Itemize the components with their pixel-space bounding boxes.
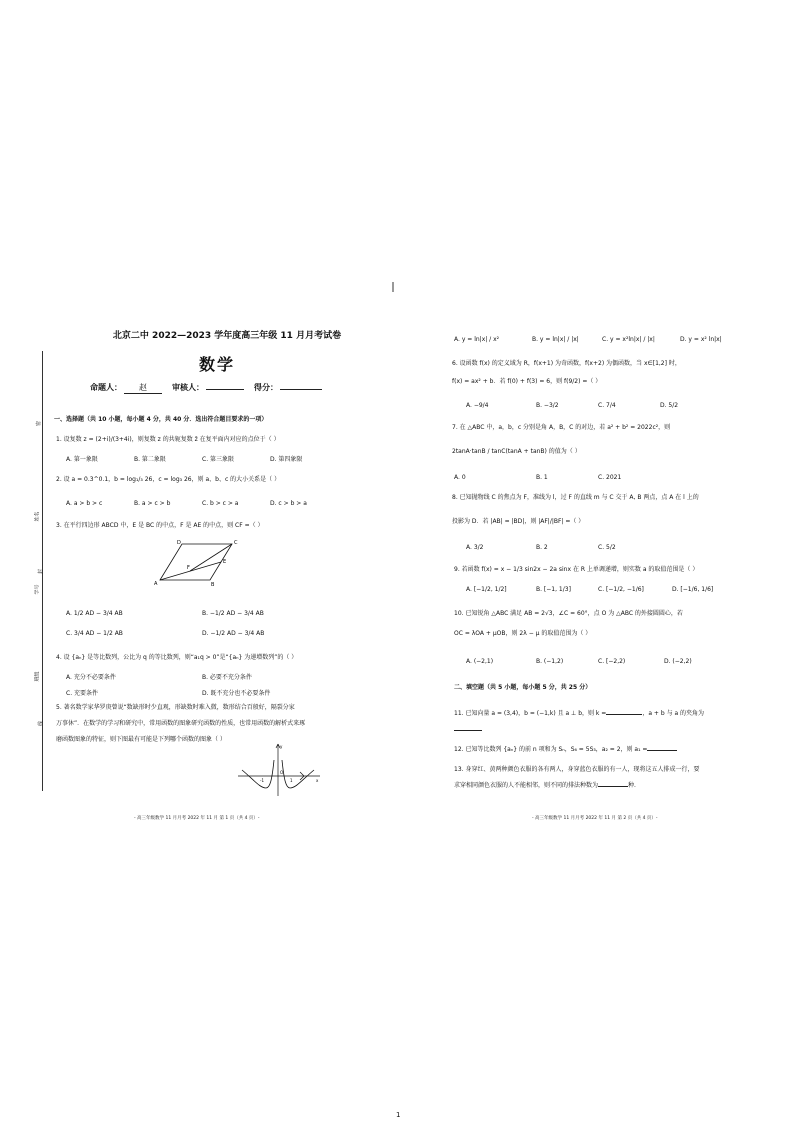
q11-answer-blank-2[interactable] [454,730,482,731]
question-5-line-3: 磨函数图象的特征，则下图最有可能是下列哪个函数的图象（ ） [56,736,226,743]
q10-option-a: A. (−2,1) [466,658,494,665]
scan-artifact [392,282,394,292]
author-label: 命题人： [90,383,122,392]
question-11 [454,710,704,718]
question-4: 4. 设 {aₙ} 是等比数列，公比为 q 的等比数列，则“a₁q > 0”是“{aₙ} 为递增数列”的（ ） [56,654,298,661]
function-graph-figure [234,740,324,798]
subject-title: 数学 [198,355,235,374]
q4-option-c: C. 充要条件 [66,690,99,697]
question-8-line-2: 投影为 D．若 |AB| = |BD|，则 |AF|/|BF| =（ ） [452,518,585,525]
q13-text: 求穿相同颜色衣服的人不能相邻，则不同的排法种数为 [454,782,599,789]
q5-option-c: C. y = x²ln|x| / |x| [602,336,655,343]
q2-option-a: A. a > b > c [66,500,103,507]
q5-option-a: A. y = ln|x| / x² [454,336,500,343]
q1-option-d: D. 第四象限 [270,456,303,463]
q11-text: 11. 已知向量 a = (3,4)，b = (−1,k) 且 a ⊥ b，则 k = [454,710,607,717]
q7-option-a: A. 0 [454,474,466,481]
q1-option-b: B. 第二象限 [134,456,166,463]
margin-label-seal: 封 [38,568,45,575]
q2-option-c: C. b > c > a [202,500,239,507]
figure-label-a: A [154,581,158,587]
q9-option-d: D. [−1/6, 1/6] [672,586,714,593]
q10-option-d: D. (−2,2) [664,658,692,665]
score-label: 得分： [254,383,278,392]
q1-option-c: C. 第三象限 [202,456,235,463]
q8-option-a: A. 3/2 [466,544,484,551]
figure-label-b: B [211,582,215,588]
q2-option-b: B. a > c > b [134,500,171,507]
q8-option-b: B. 2 [536,544,548,551]
graph-label-one: 1 [290,778,293,783]
question-10-line-1: 10. 已知锐角 △ABC 满足 AB = 2√3，∠C = 60°，点 O 为 △ABC 的外接圆圆心，若 [454,610,683,617]
q3-option-b: B. −1/2 AD − 3/4 AB [202,610,264,617]
q10-option-c: C. [−2,2) [598,658,626,665]
question-13-line-2 [454,782,636,790]
question-2: 2. 设 a = 0.3^0.1，b = log₁/₃ 26，c = log₃ 26，则 a、b、c 的大小关系是（ ） [56,476,281,483]
question-6-line-1: 6. 设函数 f(x) 的定义域为 R，f(x+1) 为奇函数，f(x+2) 为偶函数，当 x∈[1,2] 时， [452,360,681,367]
q8-option-c: C. 5/2 [598,544,616,551]
graph-label-origin: O [280,770,284,775]
question-13-line-1: 13. 身穿红、黄两种颜色衣服的各有两人，身穿蓝色衣服的有一人，现将这五人排成一行，要 [454,766,700,773]
q12-text: 12. 已知等比数列 {aₙ} 的前 n 项和为 Sₙ，S₆ = 5S₃，a₂ = 2，则 a₁ = [454,746,648,753]
graph-label-y: y [280,744,283,749]
q4-option-a: A. 充分不必要条件 [66,674,116,681]
q4-option-b: B. 必要不充分条件 [202,674,252,681]
figure-label-f: F [187,565,190,571]
margin-label-class: 班级 [34,671,41,682]
exam-page-1 [34,328,392,828]
reviewer-field [206,389,244,390]
q10-option-b: B. (−1,2) [536,658,564,665]
figure-label-c: C [234,540,238,546]
q11-answer-blank-1[interactable] [606,714,642,715]
q3-option-a: A. 1/2 AD − 3/4 AB [66,610,123,617]
margin-label-student-id: 学号 [34,584,41,595]
q3-option-c: C. 3/4 AD − 1/2 AB [66,630,123,637]
question-5-line-2: 万事休”．在数学的学习和研究中，常用函数的图象研究函数的性质，也常用函数的解析式来琢 [56,720,306,727]
q9-option-a: A. [−1/2, 1/2] [466,586,507,593]
q6-option-b: B. −3/2 [536,402,559,409]
q7-option-c: C. 2021 [598,474,622,481]
page-1-footer: - 高三年级数学 11 月月考 2022 年 11 月 第 1 页（共 4 页）- [134,816,260,821]
exam-page-2 [452,328,752,828]
q13-unit: 种. [628,782,636,789]
q6-option-d: D. 5/2 [660,402,679,409]
q4-option-d: D. 既不充分也不必要条件 [202,690,271,697]
q11-line-2 [454,726,482,734]
q13-answer-blank[interactable] [598,786,628,787]
question-10-line-2: OC = λOA + μOB，则 2λ − μ 的取值范围为（ ） [454,630,592,637]
question-3: 3. 在平行四边形 ABCD 中，E 是 BC 的中点，F 是 AE 的中点，则 CF =（ ） [56,522,264,529]
graph-label-x: x [316,778,319,783]
q7-option-b: B. 1 [536,474,548,481]
margin-label-line: 线 [38,720,45,727]
question-1: 1. 设复数 z = (2+i)/(3+4i)，则复数 z 的共轭复数 z̄ 在复平面内对应的点位于（ ） [56,436,280,443]
figure-label-e: E [223,559,227,565]
figure-label-d: D [177,540,181,546]
question-8-line-1: 8. 已知抛物线 C 的焦点为 F，准线为 l，过 F 的直线 m 与 C 交于 A, B 两点，点 A 在 l 上的 [452,494,699,501]
question-9: 9. 若函数 f(x) = x − 1/3 sin2x − 2a sinx 在 R 上单调递增，则实数 a 的取值范围是（ ） [454,566,699,573]
parallelogram-figure [152,538,242,588]
margin-label-density: 密 [36,420,43,427]
question-7-line-1: 7. 在 △ABC 中，a，b，c 分别是角 A，B，C 的对边，若 a² + b² = 2022c²，则 [452,424,671,431]
exam-title: 北京二中 2022—2023 学年度高三年级 11 月月考试卷 [112,331,342,341]
question-6-line-2: f(x) = ax² + b．若 f(0) + f(3) = 6，则 f(9/2) =（ ） [452,378,602,385]
question-7-line-2: 2tanA·tanB / tanC(tanA + tanB) 的值为（ ） [452,448,581,455]
author-field: 赵 [124,382,162,394]
q6-option-c: C. 7/4 [598,402,616,409]
q12-answer-blank[interactable] [647,750,677,751]
q9-option-c: C. [−1/2, −1/6] [598,586,644,593]
page-number: 1 [396,1111,401,1119]
q11-tail-text: ，a + b 与 a 的夹角为 [642,710,705,717]
q6-option-a: A. −9/4 [466,402,489,409]
section2-header: 二、填空题（共 5 小题，每小题 5 分，共 25 分） [454,684,592,691]
q5-option-d: D. y = x² ln|x| [680,336,722,343]
q1-option-a: A. 第一象限 [66,456,98,463]
score-field [280,389,322,390]
q3-option-d: D. −1/2 AD − 3/4 AB [202,630,265,637]
section1-header: 一、选择题（共 10 小题，每小题 4 分，共 40 分．选出符合题目要求的一项） [54,416,268,423]
q2-option-d: D. c > b > a [270,500,307,507]
q9-option-b: B. [−1, 1/3] [536,586,571,593]
question-5-line-1: 5. 著名数学家华罗庚曾说“数缺形时少直观，形缺数时难入微，数形结合百般好，隔裂分家 [56,704,295,711]
question-12 [454,746,677,754]
page-2-footer: - 高三年级数学 11 月月考 2022 年 11 月 第 2 页（共 4 页）- [532,816,658,821]
reviewer-label: 审核人： [172,383,204,392]
author-info-row [90,382,332,394]
q5-option-b: B. y = ln|x| / |x| [532,336,579,343]
margin-label-name: 姓名 [34,511,41,522]
graph-label-minus-one: -1 [260,778,264,783]
